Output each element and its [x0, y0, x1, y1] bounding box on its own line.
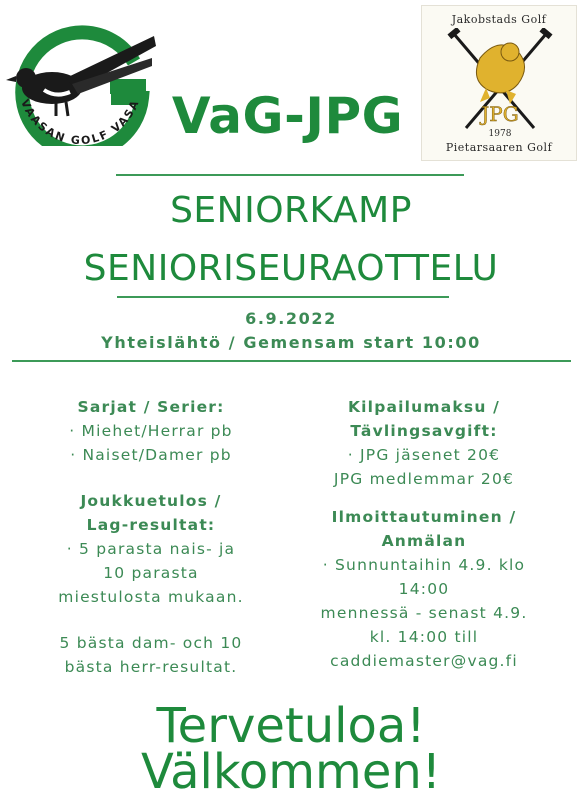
registration-email: caddiemaster@vag.fi [330, 652, 518, 670]
welcome-swedish: Välkommen! [140, 744, 442, 800]
title-finnish: SENIORISEURAOTTELU [83, 248, 499, 289]
title-swedish: SENIORKAMP [170, 190, 412, 231]
fee-item: JPG medlemmar 20€ [333, 470, 515, 488]
info-left-column [14, 395, 288, 679]
jpg-logo-top-text: Jakobstads Golf [451, 13, 547, 26]
vag-logo [6, 18, 158, 146]
divider-mid [12, 360, 571, 362]
jpg-logo-bottom-text: Pietarsaaren Golf [445, 141, 553, 154]
registration-item: · Sunnuntaihin 4.9. klo [322, 556, 526, 574]
team-heading-2: Lag-resultat: [86, 516, 216, 534]
info-right-column [288, 395, 560, 673]
title-underline [117, 296, 449, 298]
lion-golf-crest-icon [440, 28, 560, 140]
series-heading: Sarjat / Serier: [77, 398, 225, 416]
team-text-fi: · 5 parasta nais- ja [66, 540, 236, 558]
registration-heading-1: Ilmoittautuminen / [331, 508, 517, 526]
fee-item: · JPG jäsenet 20€ [347, 446, 501, 464]
series-item: · Naiset/Damer pb [70, 446, 232, 464]
vag-logo-text: VAASAN GOLF VASA [18, 97, 143, 146]
jpg-monogram: JPG [481, 102, 519, 126]
team-text-se: 5 bästa dam- och 10 [59, 634, 243, 652]
team-heading-1: Joukkuetulos / [80, 492, 222, 510]
divider-top [116, 174, 464, 176]
start-time: Yhteislähtö / Gemensam start 10:00 [101, 333, 481, 352]
jpg-logo [421, 5, 577, 161]
event-date: 6.9.2022 [245, 309, 337, 328]
jpg-year: 1978 [488, 129, 512, 139]
team-text-fi: miestulosta mukaan. [58, 588, 244, 606]
registration-heading-2: Anmälan [381, 532, 467, 550]
registration-item: kl. 14:00 till [369, 628, 479, 646]
registration-item: 14:00 [398, 580, 450, 598]
team-text-fi: 10 parasta [103, 564, 199, 582]
fee-heading-2: Tävlingsavgift: [350, 422, 498, 440]
series-item: · Miehet/Herrar pb [69, 422, 233, 440]
welcome-finnish: Tervetuloa! [156, 698, 426, 754]
team-text-se: bästa herr-resultat. [64, 658, 238, 676]
fee-heading-1: Kilpailumaksu / [347, 398, 501, 416]
header-title: VaG-JPG [171, 87, 404, 145]
registration-item: mennessä - senast 4.9. [320, 604, 528, 622]
